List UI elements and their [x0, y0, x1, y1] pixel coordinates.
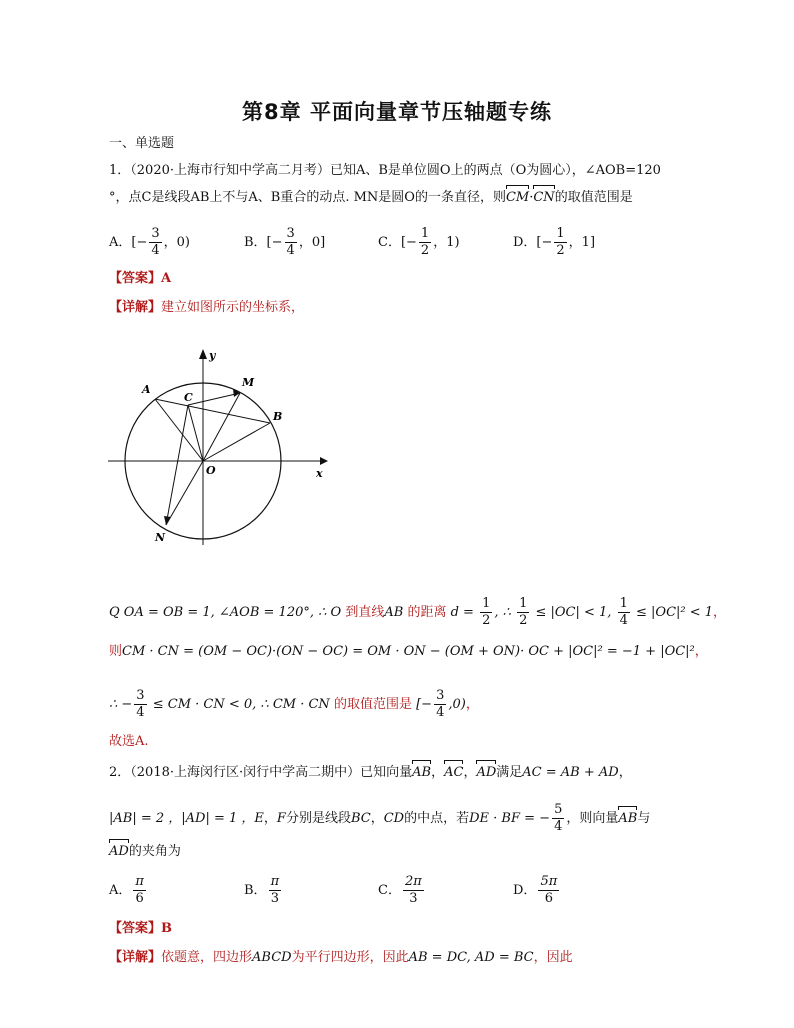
choice-d-tail: ，1]	[568, 235, 596, 250]
sol1-part-c: AB	[384, 605, 404, 620]
q1-vec-cn: CN	[533, 188, 554, 208]
q1-answer: 【答案】A	[109, 271, 172, 286]
q2-choice-c-label: C．	[378, 883, 401, 898]
q2-part-2c: ，	[263, 811, 277, 826]
q2-stem-line2	[109, 802, 650, 835]
q1-detail-text: 建立如图所示的坐标系，	[161, 300, 305, 315]
q2-choice-c-fraction: $\frac{2\pi}{3}$	[404, 874, 422, 906]
q2-choice-b-fraction: $\frac{\pi}{3}$	[270, 874, 280, 906]
q2-choice-a-label: A．	[109, 883, 132, 898]
sol3-part-i: ,0)	[448, 697, 466, 712]
q2-part-1c: ，	[431, 765, 445, 780]
q1-solution-line2	[109, 642, 708, 662]
q2-choice-d	[513, 874, 561, 907]
choice-b-fraction: $\frac{3}{4}$	[286, 226, 295, 258]
q2-detail-b: ABCD	[252, 950, 292, 965]
q2-vec-ac: AC	[444, 763, 463, 783]
q2-choice-a-fraction: $\frac{\pi}{6}$	[135, 874, 144, 906]
section-heading: 一、单选题	[109, 136, 175, 151]
q2-choice-b-label: B．	[244, 883, 267, 898]
q2-detail-a: 依题意，四边形	[161, 950, 253, 965]
y-axis-arrow	[199, 349, 207, 359]
q2-part-1i: ，	[618, 765, 632, 780]
q2-part-2d: F	[276, 811, 286, 826]
q1-detail-label: 【详解】	[109, 300, 162, 315]
q2-part-2m: ，则向量	[566, 811, 619, 826]
vector-cm	[188, 393, 240, 405]
q1-stem-line2	[109, 188, 633, 208]
sol1-part-b: 到直线	[345, 605, 385, 620]
q1-detail	[109, 298, 304, 318]
q2-part-2f: BC	[350, 811, 371, 826]
sol1-part-h: , ∴	[494, 605, 511, 620]
segment-ab	[155, 399, 270, 423]
sol1-part-j: ≤ |OC|² < 1	[636, 605, 714, 620]
q2-detail-label: 【详解】	[109, 950, 162, 965]
q2-part-2o: 与	[637, 811, 651, 826]
q2-part-2h: CD	[383, 811, 405, 826]
choice-a-fraction: $\frac{3}{4}$	[151, 226, 160, 258]
q1-vec-cm: CM	[506, 188, 529, 208]
q1-solution-line3	[109, 688, 479, 721]
label-c: C	[184, 391, 193, 404]
q2-vec-ad: AD	[476, 763, 496, 783]
q1-choice-c	[378, 226, 460, 259]
unit-circle-figure	[100, 345, 340, 555]
q2-choice-c	[378, 874, 426, 907]
segment-oc	[188, 405, 203, 461]
choice-c-fraction: $\frac{1}{2}$	[420, 226, 430, 258]
sol3-frac-a: $\frac{3}{4}$	[136, 688, 145, 720]
q2-frac-five-quarters: $\frac{5}{4}$	[554, 802, 563, 834]
q2-part-2b: E	[254, 811, 264, 826]
choice-a-tail: ，0)	[163, 235, 190, 250]
page-title: 第8章 平面向量章节压轴题专练	[242, 100, 552, 124]
q1-conclusion: 故选A.	[109, 734, 149, 749]
q1-choice-d	[513, 226, 595, 259]
q1-choice-a	[109, 226, 190, 259]
q2-detail-c: 为平行四边形，因此	[291, 950, 409, 965]
sol1-part-e: d =	[450, 605, 474, 620]
q2-answer: 【答案】B	[109, 921, 172, 936]
q2-part-1a: 2．（2018·上海闵行区·闵行中学高二期中）已知向量	[109, 765, 413, 780]
sol3-part-a: ∴ −	[109, 697, 133, 712]
q2-part-2g: ，	[370, 811, 384, 826]
sol3-part-j: ，	[465, 697, 479, 712]
q1-stem-text: °，点C是线段AB上不与A、B重合的动点. MN是圆O的一条直径，则	[109, 190, 506, 205]
choice-c-tail: ，1)	[433, 235, 460, 250]
label-x: x	[316, 467, 323, 480]
label-o: O	[206, 464, 216, 477]
q2-part-1g: 满足	[496, 765, 523, 780]
vector-cn	[166, 405, 188, 525]
choice-b-tail: ，0]	[298, 235, 326, 250]
q1-stem-tail: 的取值范围是	[554, 190, 633, 205]
q2-part-2i: 的中点，若	[404, 811, 470, 826]
choice-d-label: D．[−	[513, 235, 553, 250]
q1-solution-line1	[109, 596, 726, 629]
q2-part-2j: DE · BF = −	[469, 811, 551, 826]
q2-detail-e: ，因此	[533, 950, 573, 965]
q2-part-2a: |AB| = 2 ，|AD| = 1 ，	[109, 811, 255, 826]
label-b: B	[273, 410, 283, 423]
q2-part-3b: 的夹角为	[128, 844, 181, 859]
label-a: A	[142, 383, 151, 396]
q2-choice-d-fraction: $\frac{5\pi}{6}$	[540, 874, 558, 906]
q2-detail-d: AB = DC, AD = BC	[408, 950, 534, 965]
label-m: M	[242, 376, 255, 389]
sol3-part-f: [−	[416, 697, 433, 712]
sol3-part-d: ≤ CM · CN < 0, ∴ CM · CN	[152, 697, 330, 712]
label-n: N	[155, 531, 166, 544]
sol1-part-k: ，	[713, 605, 727, 620]
choice-b-label: B．[−	[244, 235, 283, 250]
sol1-part-i: ≤ |OC| < 1,	[535, 605, 612, 620]
q2-detail	[109, 948, 573, 968]
q2-part-1h: AC = AB + AD	[522, 765, 619, 780]
q2-vec-ab: AB	[412, 763, 431, 783]
sol2-part-a: 则	[109, 644, 123, 659]
sol1-frac-half-b: $\frac{1}{2}$	[519, 596, 528, 628]
q2-choice-b	[244, 874, 283, 907]
q2-choice-a	[109, 874, 148, 907]
q2-stem-line1	[109, 763, 632, 783]
choice-c-label: C．[−	[378, 235, 417, 250]
q1-dot: ·	[529, 190, 534, 205]
choice-a-label: A．[−	[109, 235, 148, 250]
q2-vec-ad-2: AD	[109, 842, 129, 862]
sol1-frac-half-a: $\frac{1}{2}$	[482, 596, 491, 628]
sol2-part-b: CM · CN = (OM − OC)·(ON − OC) = OM · ON − (OM + ON)· OC + |OC|² = −1 + |OC|²	[122, 644, 695, 659]
sol1-frac-quarter: $\frac{1}{4}$	[619, 596, 628, 628]
q1-stem-line1: 1．（2020·上海市行知中学高二月考）已知A、B是单位圆O上的两点（O为圆心），∠AOB=120	[109, 163, 661, 178]
choice-d-fraction: $\frac{1}{2}$	[556, 226, 565, 258]
sol1-part-d: 的距离	[407, 605, 447, 620]
q2-part-2e: 分别是线段	[285, 811, 351, 826]
sol2-part-c: ，	[694, 644, 708, 659]
x-axis-arrow	[320, 457, 328, 465]
q1-choice-b	[244, 226, 325, 259]
sol3-frac-b: $\frac{3}{4}$	[436, 688, 445, 720]
q2-part-1e: ，	[463, 765, 477, 780]
q2-stem-line3	[109, 842, 181, 862]
q2-choice-d-label: D．	[513, 883, 537, 898]
q2-vec-ab-2: AB	[618, 809, 637, 829]
sol1-part-a: Q OA = OB = 1, ∠AOB = 120°, ∴ O	[109, 605, 342, 620]
sol3-part-e: 的取值范围是	[333, 697, 412, 712]
label-y: y	[209, 349, 216, 362]
